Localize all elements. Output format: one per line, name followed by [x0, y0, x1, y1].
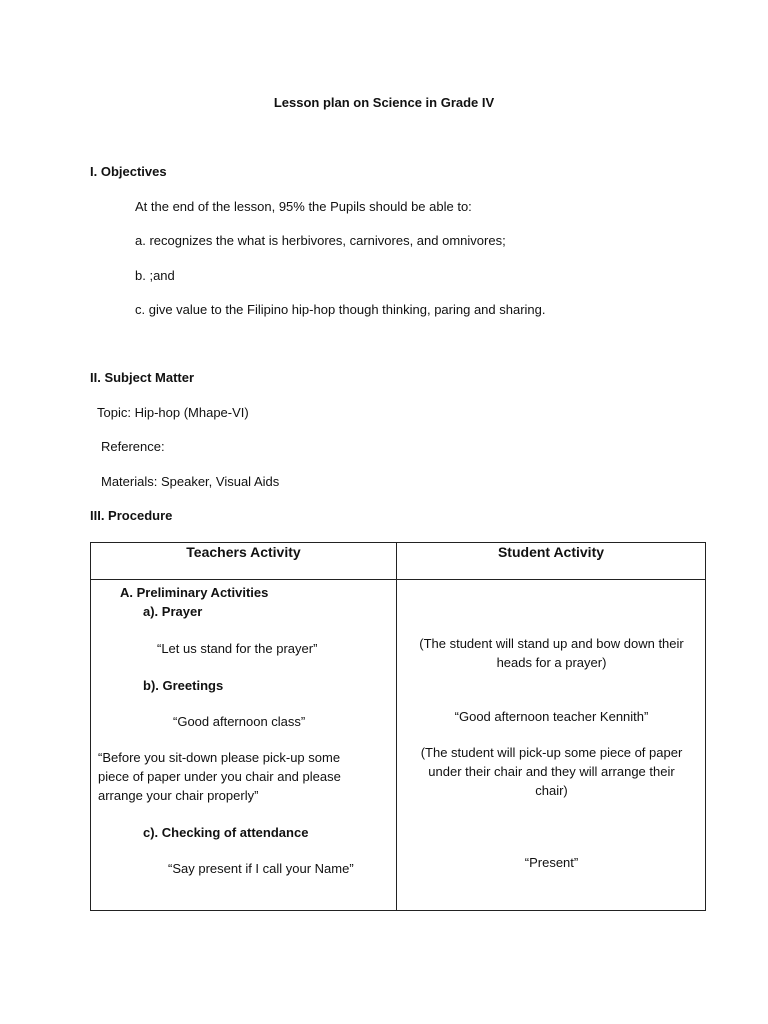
preliminary-activities-heading: A. Preliminary Activities: [120, 585, 269, 600]
objective-item-a: a. recognizes the what is herbivores, carnivores, and omnivores;: [135, 233, 506, 248]
prayer-line: “Let us stand for the prayer”: [157, 641, 318, 656]
objectives-intro: At the end of the lesson, 95% the Pupils should be able to:: [135, 199, 472, 214]
greetings-line: “Good afternoon class”: [173, 714, 306, 729]
greetings-heading: b). Greetings: [143, 678, 224, 693]
procedure-heading: III. Procedure: [90, 508, 173, 523]
objective-item-b: b. ;and: [135, 268, 175, 283]
student-instruction-line-2: under their chair and they will arrange their: [428, 764, 675, 779]
student-greeting-line: “Good afternoon teacher Kennith”: [454, 709, 649, 724]
student-instruction-line-3: chair): [535, 783, 568, 798]
procedure-table: [90, 542, 706, 911]
instruction-line-1: “Before you sit-down please pick-up some: [98, 750, 341, 765]
student-attendance-line: “Present”: [524, 855, 579, 870]
instruction-line-3: arrange your chair properly”: [98, 788, 259, 803]
objective-item-c: c. give value to the Filipino hip-hop though thinking, paring and sharing.: [135, 302, 546, 317]
student-activity-cell: [397, 580, 706, 911]
attendance-heading: c). Checking of attendance: [143, 825, 309, 840]
student-prayer-line-1: (The student will stand up and bow down their: [419, 636, 684, 651]
student-prayer-line-2: heads for a prayer): [496, 655, 607, 670]
procedure-table-row: [91, 580, 706, 911]
teachers-activity-header: Teachers Activity: [91, 543, 397, 580]
procedure-table-header-row: [91, 543, 706, 580]
student-activity-header: Student Activity: [397, 543, 706, 580]
teacher-activity-cell: [91, 580, 397, 911]
subject-reference: Reference:: [101, 439, 165, 454]
student-instruction-line-1: (The student will pick-up some piece of paper: [420, 745, 683, 760]
subject-matter-heading: II. Subject Matter: [90, 370, 195, 385]
attendance-line: “Say present if I call your Name”: [168, 861, 354, 876]
subject-materials: Materials: Speaker, Visual Aids: [101, 474, 280, 489]
subject-topic: Topic: Hip-hop (Mhape-VI): [97, 405, 249, 420]
document-title: Lesson plan on Science in Grade IV: [273, 95, 495, 110]
objectives-heading: I. Objectives: [90, 164, 167, 179]
instruction-line-2: piece of paper under you chair and please: [98, 769, 341, 784]
prayer-heading: a). Prayer: [143, 604, 203, 619]
